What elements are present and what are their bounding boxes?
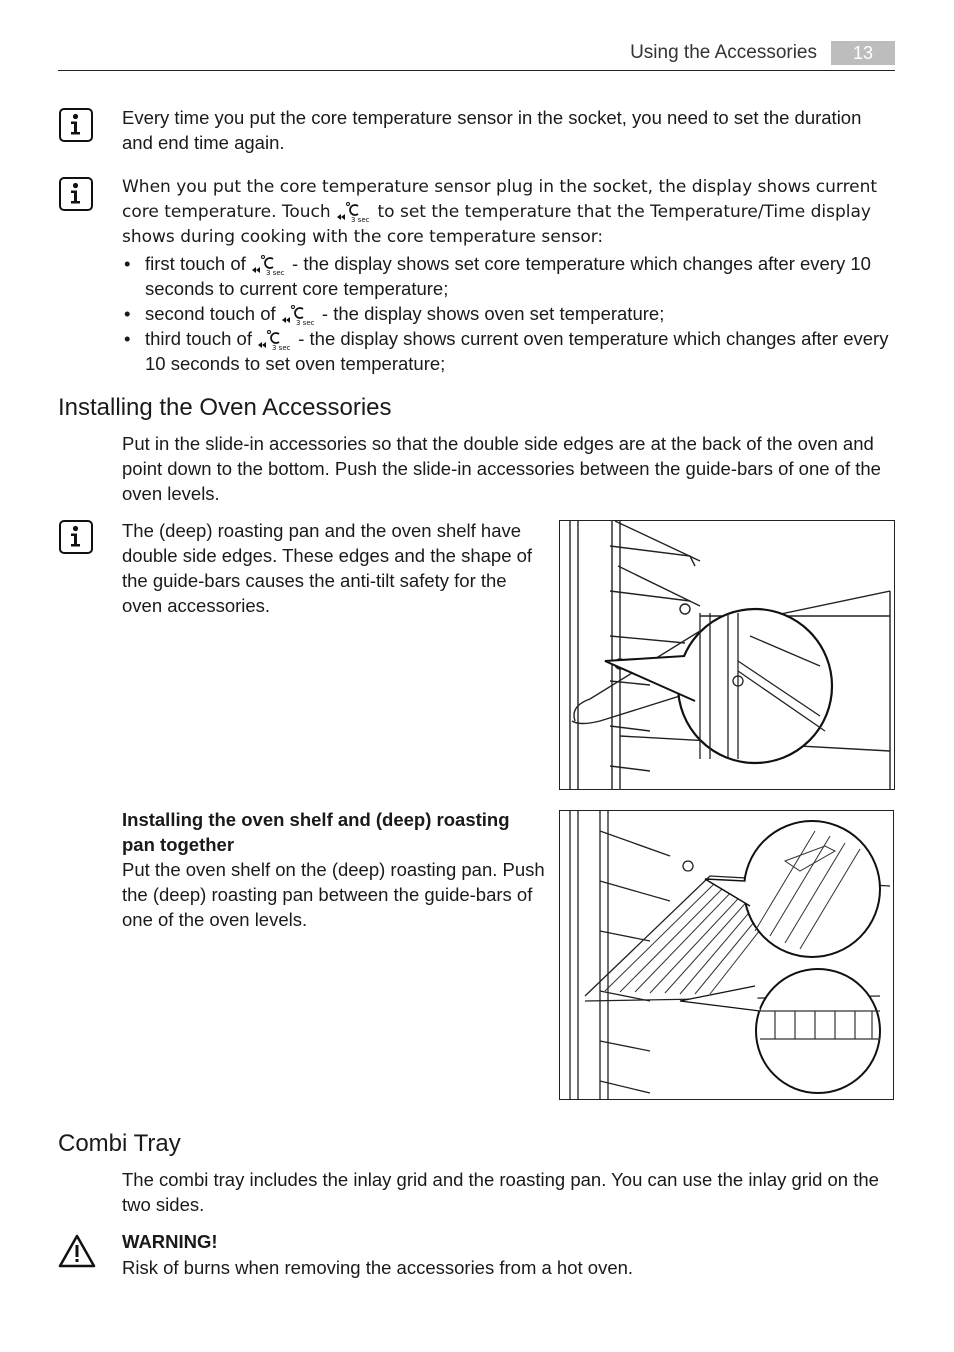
svg-text:3 sec: 3 sec <box>351 216 370 223</box>
list-item <box>122 251 897 301</box>
together-heading: Installing the oven shelf and (deep) roasting pan together <box>122 809 510 855</box>
together-text: Put the oven shelf on the (deep) roasting pan. Push the (deep) roasting pan between the guide-bars of one of the oven levels. <box>122 859 545 930</box>
list-item-before: second touch of <box>145 303 276 324</box>
info-icon <box>59 520 93 554</box>
anti-tilt-illustration <box>559 520 895 790</box>
list-item-after: - the display shows oven set temperature; <box>321 303 665 324</box>
note-text-before: When you put the core temperature sensor plug in the socket, the display shows current core temperature. Touch <box>122 177 878 222</box>
list-item <box>122 301 897 326</box>
svg-text:3 sec: 3 sec <box>265 269 285 276</box>
warning-text: Risk of burns when removing the accessories from a hot oven. <box>122 1257 634 1278</box>
temperature-3sec-key-icon <box>251 254 287 276</box>
note-sensor-reset: Every time you put the core temperature sensor in the socket, you need to set the duration and end time again. <box>122 107 862 153</box>
info-icon <box>59 177 93 211</box>
note-sensor-display <box>122 175 897 250</box>
page-number: 13 <box>831 41 895 65</box>
heading-combi-tray: Combi Tray <box>58 1130 181 1157</box>
section-title: Using the Accessories <box>630 42 817 63</box>
list-item-after: - the display shows set core temperature which changes after every 10 seconds to current core temperature; <box>145 253 871 299</box>
warning-icon <box>58 1234 96 1268</box>
note-text-after: to set the temperature that the Temperature/Time display shows during cooking with the core temperature sensor: <box>122 202 871 247</box>
info-icon <box>59 108 93 142</box>
warning-title: WARNING! <box>122 1231 218 1252</box>
list-item <box>122 326 897 376</box>
heading-installing: Installing the Oven Accessories <box>58 394 392 421</box>
shelf-roasting-pan-illustration <box>559 810 894 1100</box>
list-item-before: third touch of <box>145 328 252 349</box>
touch-list <box>122 251 897 376</box>
installing-intro: Put in the slide-in accessories so that the double side edges are at the back of the oven and point down to the bottom. Push the slide-in accessories between the guide-bars of one of the oven levels. <box>122 433 881 504</box>
temperature-3sec-key-icon <box>281 304 317 326</box>
anti-tilt-note: The (deep) roasting pan and the oven shelf have double side edges. These edges and the shape of the guide-bars causes the anti-tilt safety for the oven accessories. <box>122 520 533 616</box>
temperature-3sec-key-icon <box>257 329 293 351</box>
list-item-before: first touch of <box>145 253 246 274</box>
svg-text:3 sec: 3 sec <box>272 344 291 351</box>
svg-text:3 sec: 3 sec <box>295 319 315 326</box>
list-item-after: - the display shows current oven temperature which changes after every 10 seconds to set oven temperature; <box>145 328 889 374</box>
header-rule <box>58 70 895 71</box>
temperature-3sec-key-icon <box>336 201 372 223</box>
combi-text: The combi tray includes the inlay grid and the roasting pan. You can use the inlay grid on the two sides. <box>122 1169 879 1215</box>
